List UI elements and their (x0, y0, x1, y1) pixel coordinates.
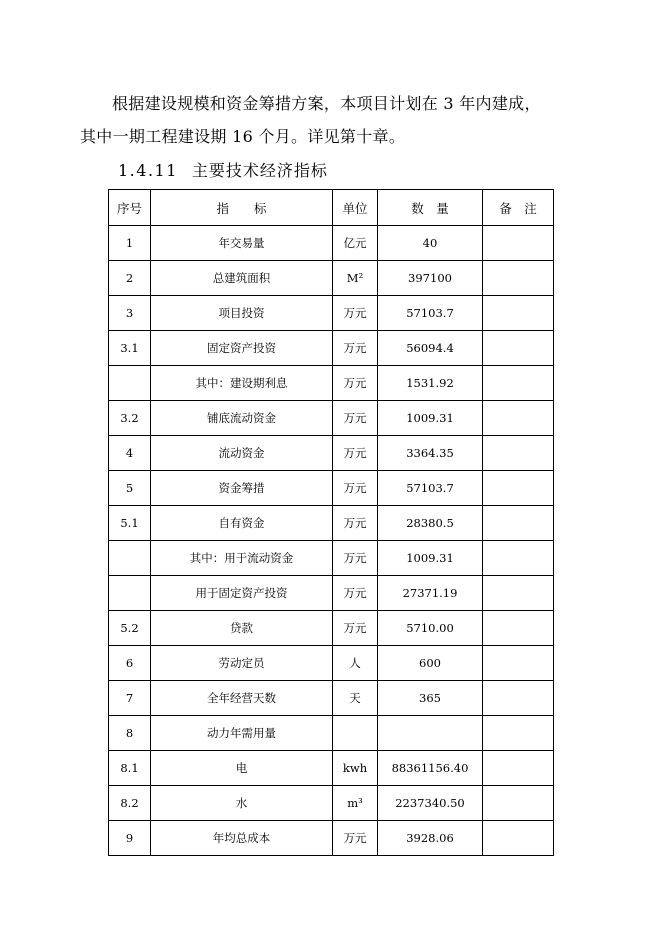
header-no: 序号 (109, 190, 151, 226)
table-row (109, 261, 554, 296)
cell-value: 5710.00 (378, 611, 483, 646)
cell-no: 7 (109, 681, 151, 716)
cell-value: 1531.92 (378, 366, 483, 401)
cell-value: 1009.31 (378, 541, 483, 576)
section-heading (118, 158, 328, 181)
cell-no: 8.1 (109, 751, 151, 786)
section-title: 主要技术经济指标 (191, 161, 328, 180)
cell-note (483, 681, 554, 716)
cell-no: 6 (109, 646, 151, 681)
cell-no: 4 (109, 436, 151, 471)
cell-note (483, 436, 554, 471)
intro-paragraph (80, 87, 580, 153)
cell-no: 1 (109, 226, 151, 261)
table-row (109, 506, 554, 541)
cell-value: 397100 (378, 261, 483, 296)
table-row (109, 681, 554, 716)
table-row (109, 471, 554, 506)
cell-value: 28380.5 (378, 506, 483, 541)
table-row (109, 366, 554, 401)
cell-unit: m³ (333, 786, 378, 821)
cell-item: 铺底流动资金 (151, 401, 333, 436)
cell-unit: 万元 (333, 436, 378, 471)
cell-note (483, 821, 554, 856)
header-unit: 单位 (333, 190, 378, 226)
cell-unit: 万元 (333, 331, 378, 366)
cell-no (109, 576, 151, 611)
cell-value: 27371.19 (378, 576, 483, 611)
header-note: 备 注 (483, 190, 554, 226)
cell-value: 365 (378, 681, 483, 716)
cell-item: 总建筑面积 (151, 261, 333, 296)
cell-no: 2 (109, 261, 151, 296)
table-row (109, 226, 554, 261)
cell-no: 9 (109, 821, 151, 856)
cell-value: 56094.4 (378, 331, 483, 366)
table-row (109, 646, 554, 681)
cell-note (483, 541, 554, 576)
header-item: 指 标 (151, 190, 333, 226)
cell-no: 5.1 (109, 506, 151, 541)
cell-no: 5.2 (109, 611, 151, 646)
cell-unit: 天 (333, 681, 378, 716)
cell-note (483, 751, 554, 786)
table-row (109, 541, 554, 576)
cell-unit: M² (333, 261, 378, 296)
cell-note (483, 471, 554, 506)
cell-item: 资金筹措 (151, 471, 333, 506)
cell-note (483, 646, 554, 681)
cell-value: 3928.06 (378, 821, 483, 856)
cell-note (483, 786, 554, 821)
cell-value: 2237340.50 (378, 786, 483, 821)
intro-line-2: 其中一期工程建设期 16 个月。详见第十章。 (80, 127, 406, 146)
table-row (109, 751, 554, 786)
section-number: 1.4.11 (118, 161, 178, 180)
cell-item: 电 (151, 751, 333, 786)
cell-unit (333, 716, 378, 751)
cell-note (483, 576, 554, 611)
cell-unit: 万元 (333, 401, 378, 436)
cell-note (483, 611, 554, 646)
cell-unit: kwh (333, 751, 378, 786)
cell-item: 项目投资 (151, 296, 333, 331)
cell-value (378, 716, 483, 751)
cell-no: 3.2 (109, 401, 151, 436)
cell-note (483, 716, 554, 751)
cell-note (483, 331, 554, 366)
cell-value: 1009.31 (378, 401, 483, 436)
cell-unit: 万元 (333, 611, 378, 646)
table-row (109, 821, 554, 856)
indicators-table (108, 189, 554, 856)
cell-no (109, 541, 151, 576)
cell-item: 自有资金 (151, 506, 333, 541)
table-row (109, 786, 554, 821)
cell-unit: 人 (333, 646, 378, 681)
cell-note (483, 401, 554, 436)
cell-note (483, 296, 554, 331)
table-row (109, 401, 554, 436)
cell-item: 其中：建设期利息 (151, 366, 333, 401)
cell-item: 水 (151, 786, 333, 821)
cell-item: 流动资金 (151, 436, 333, 471)
cell-item: 年交易量 (151, 226, 333, 261)
cell-no: 3.1 (109, 331, 151, 366)
cell-value: 40 (378, 226, 483, 261)
cell-item: 动力年需用量 (151, 716, 333, 751)
cell-no: 8 (109, 716, 151, 751)
cell-unit: 万元 (333, 296, 378, 331)
cell-no: 5 (109, 471, 151, 506)
cell-unit: 万元 (333, 576, 378, 611)
table-row (109, 716, 554, 751)
cell-no (109, 366, 151, 401)
table-row (109, 436, 554, 471)
cell-value: 57103.7 (378, 296, 483, 331)
cell-item: 用于固定资产投资 (151, 576, 333, 611)
table-row (109, 331, 554, 366)
cell-note (483, 506, 554, 541)
cell-value: 600 (378, 646, 483, 681)
cell-unit: 万元 (333, 541, 378, 576)
cell-note (483, 366, 554, 401)
table-header-row (109, 190, 554, 226)
cell-value: 3364.35 (378, 436, 483, 471)
intro-line-1: 根据建设规模和资金筹措方案，本项目计划在 3 年内建成， (112, 94, 541, 113)
cell-item: 全年经营天数 (151, 681, 333, 716)
cell-unit: 万元 (333, 821, 378, 856)
cell-item: 贷款 (151, 611, 333, 646)
cell-item: 固定资产投资 (151, 331, 333, 366)
cell-note (483, 261, 554, 296)
cell-value: 88361156.40 (378, 751, 483, 786)
table-row (109, 296, 554, 331)
cell-item: 年均总成本 (151, 821, 333, 856)
cell-item: 其中：用于流动资金 (151, 541, 333, 576)
cell-unit: 亿元 (333, 226, 378, 261)
cell-no: 8.2 (109, 786, 151, 821)
table-row (109, 576, 554, 611)
cell-item: 劳动定员 (151, 646, 333, 681)
cell-unit: 万元 (333, 366, 378, 401)
cell-unit: 万元 (333, 471, 378, 506)
table-row (109, 611, 554, 646)
header-value: 数 量 (378, 190, 483, 226)
cell-note (483, 226, 554, 261)
cell-no: 3 (109, 296, 151, 331)
cell-unit: 万元 (333, 506, 378, 541)
cell-value: 57103.7 (378, 471, 483, 506)
